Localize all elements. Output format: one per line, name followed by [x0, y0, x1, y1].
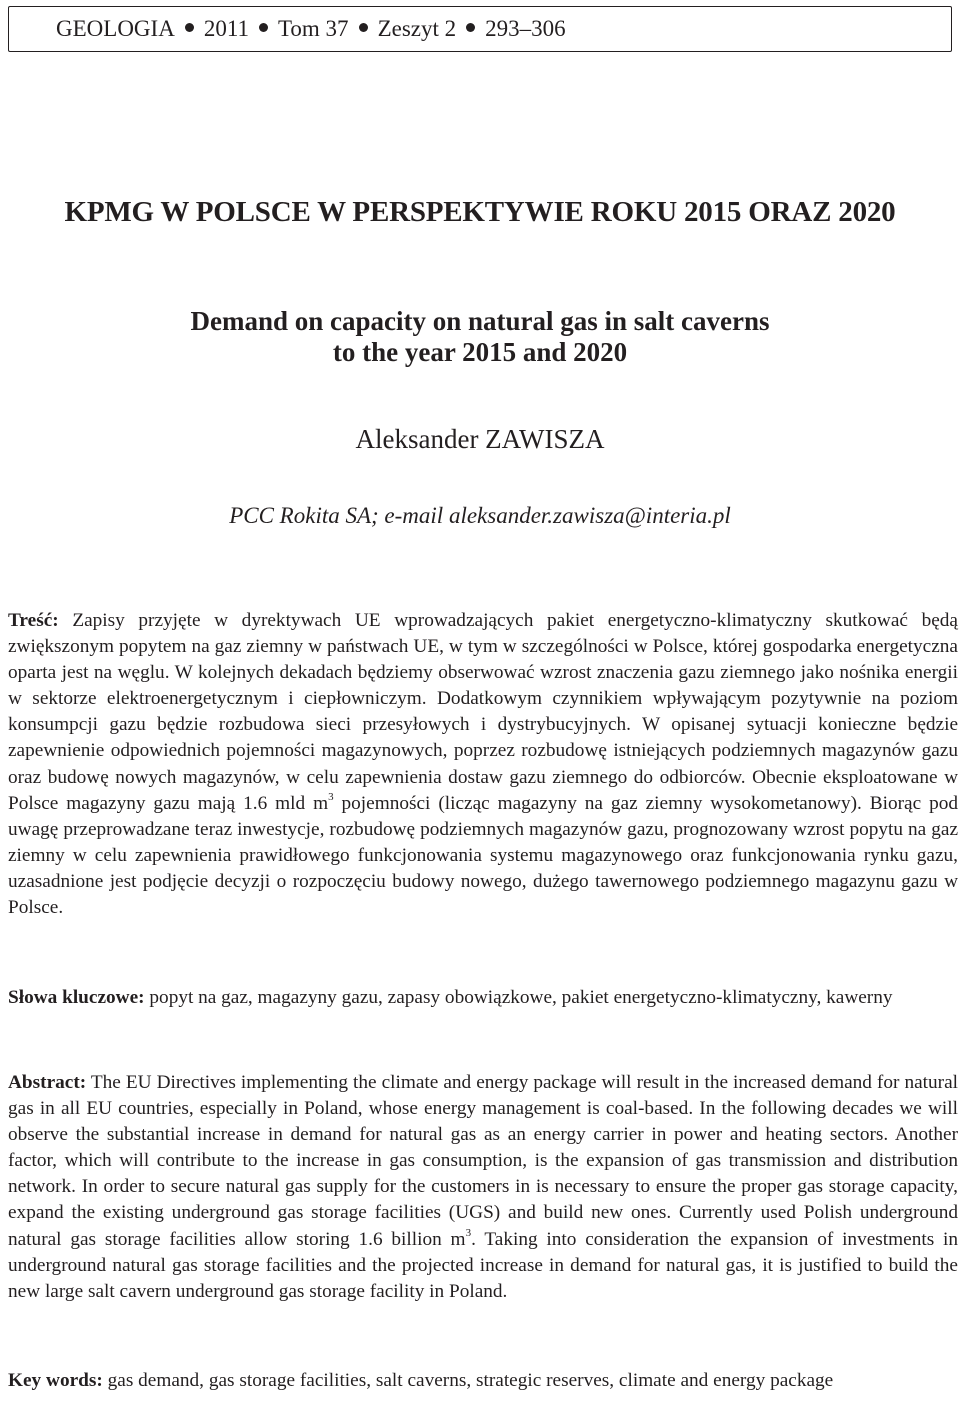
title-english-line2: to the year 2015 and 2020 — [332, 337, 628, 367]
journal-volume: Tom 37 — [277, 16, 349, 41]
summary-polish-text: Zapisy przyjęte w dyrektywach UE wprowadzających pakiet energetyczno-klimatyczny skutkować będą zwiększonym popytem na gaz ziemny w państwach UE, w tym w szczególności w Polsce, której gospodarka energetyczna oparta jest na węglu. W kolejnych dekadach będziemy obserwować wzrost znaczenia gazu ziemnego jako nośnika energii w sektorze elektroenergetycznym i ciepłowniczym. Dodatkowym czynnikiem wpływającym pozytywnie na poziom konsumpcji gazu będzie rozbudowa sieci przesyłowych i dystrybucyjnych. W opisanej sytuacji konieczne będzie zapewnienie odpowiednich pojemności magazynowych, poprzez rozbudowę istniejących podziemnych magazynów gazu oraz budowę nowych magazynów, w celu zapewnienia dostaw gazu ziemnego do odbiorców. Obecnie eksploatowane w Polsce magazyny gazu mają 1.6 mld m — [8, 610, 958, 814]
journal-header — [8, 6, 952, 52]
summary-polish-text-cont: pojemności (licząc magazyny na gaz ziemny wysokometanowy). Biorąc pod uwagę przeprowadzane teraz inwestycje, rozbudowę podziemnych magazynów gazu, prognozowany wzrost popytu na gaz ziemny w celu zapewnienia prawidłowego funkcjonowania systemu magazynowego oraz funkcjonowania rynku gazu, uzasadnione jest podjęcie decyzji o rozpoczęciu budowy nowego, dużego tawernowego podziemnego magazynu gazu w Polsce. — [8, 792, 958, 919]
superscript: 3 — [465, 1227, 472, 1240]
title-polish: KPMG W POLSCE W PERSPEKTYWIE ROKU 2015 ORAZ 2020 — [64, 196, 896, 228]
keywords-english — [8, 1368, 958, 1394]
keywords-label: Key words: — [8, 1370, 103, 1391]
author-name: Aleksander ZAWISZA — [355, 424, 605, 454]
journal-name: GEOLOGIA — [56, 16, 175, 41]
title-english — [0, 306, 960, 368]
bullet-icon — [359, 23, 368, 32]
journal-issue: Zeszyt 2 — [377, 16, 457, 41]
keywords-polish-text: popyt na gaz, magazyny gazu, zapasy obowiązkowe, pakiet energetyczno-klimatyczny, kawerny — [149, 987, 893, 1008]
superscript: 3 — [328, 791, 334, 804]
summary-polish — [8, 608, 958, 921]
journal-year: 2011 — [203, 16, 249, 41]
title-english-line1: Demand on capacity on natural gas in salt caverns — [190, 306, 770, 336]
keywords-polish-label: Słowa kluczowe: — [8, 987, 145, 1008]
abstract-label: Abstract: — [8, 1072, 87, 1093]
abstract-english — [8, 1070, 958, 1305]
abstract-text-cont: . Taking into consideration the expansion of investments in underground natural gas storage facilities and the projected increase in demand for natural gas, it is justified to build the new large salt cavern underground gas storage facility in Poland. — [8, 1228, 958, 1302]
journal-pages: 293–306 — [485, 16, 566, 41]
abstract-text: The EU Directives implementing the climate and energy package will result in the increased demand for natural gas in all EU countries, especially in Poland, whose energy management is coal-based. In the following decades we will observe the substantial increase in demand for natural gas as an energy carrier in power and heating sectors. Another factor, which will contribute to the increase in gas consumption, is the expansion of gas transmission and distribution network. In order to secure natural gas supply for the customers in is necessary to ensure the proper gas storage capacity, expand the existing underground gas storage facilities (UGS) and build new ones. Currently used Polish underground natural gas storage facilities allow storing 1.6 billion m — [8, 1072, 958, 1250]
author-affiliation: PCC Rokita SA; e-mail aleksander.zawisza@interia.pl — [229, 503, 731, 528]
keywords-text: gas demand, gas storage facilities, salt caverns, strategic reserves, climate and energy package — [107, 1370, 834, 1391]
keywords-polish — [8, 985, 958, 1011]
summary-polish-label: Treść: — [8, 610, 59, 631]
bullet-icon — [259, 23, 268, 32]
bullet-icon — [466, 23, 475, 32]
bullet-icon — [185, 23, 194, 32]
